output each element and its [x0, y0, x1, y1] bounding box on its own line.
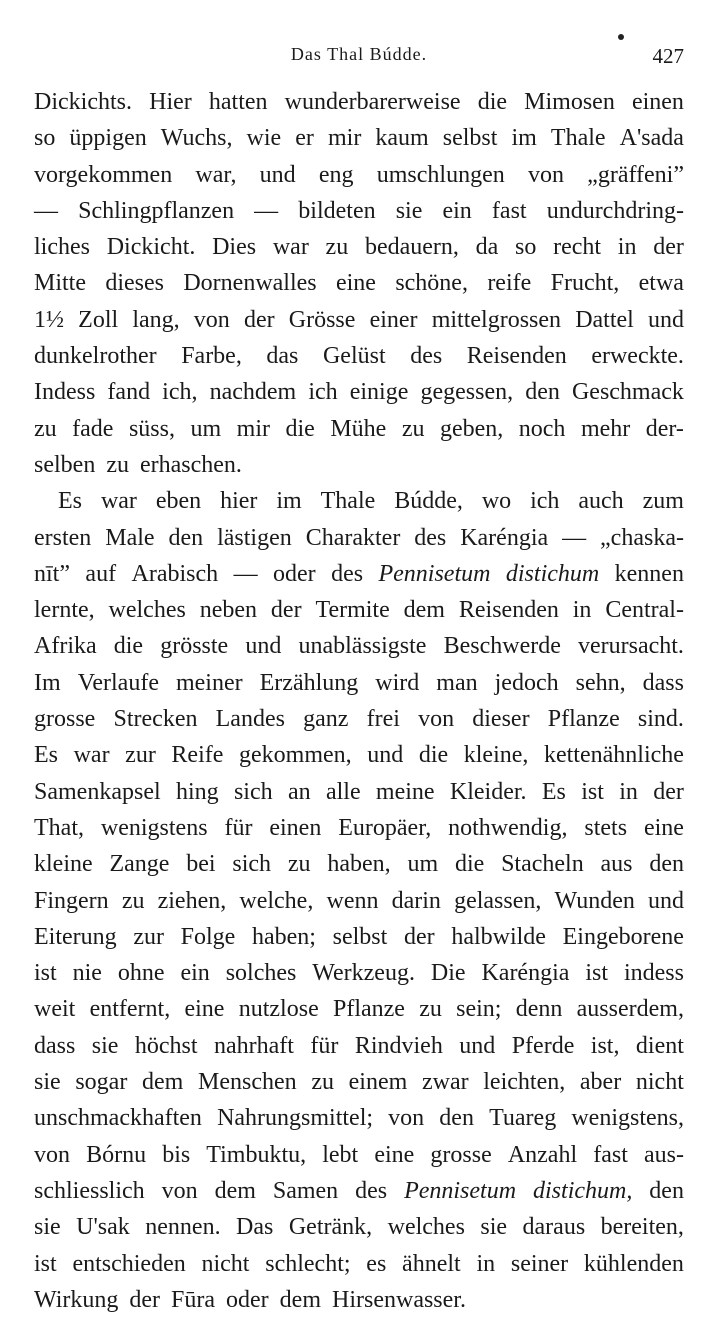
- text-line: Wirkung der Fūra oder dem Hirsenwasser.: [34, 1286, 466, 1313]
- text-line: so üppigen Wuchs, wie er mir kaum selbst im Thale A'sada: [34, 125, 684, 152]
- text-line: vorgekommen war, und eng umschlungen von „gräffeni”: [34, 161, 684, 188]
- text-line: 1½ Zoll lang, von der Grösse einer mittelgrossen Dattel und: [34, 306, 684, 333]
- text-line: Dickichts. Hier hatten wunderbarerweise die Mimosen einen: [34, 89, 684, 115]
- text-line: kleine Zange bei sich zu haben, um die Stacheln aus den: [34, 851, 684, 878]
- page-header: [34, 44, 684, 74]
- text-line: ist nie ohne ein solches Werkzeug. Die Karéngia ist indess: [34, 960, 684, 987]
- text-line: Samenkapsel hing sich an alle meine Kleider. Es ist in der: [34, 778, 684, 805]
- text-line: unschmackhaften Nahrungsmittel; von den Tuareg wenigstens,: [34, 1105, 684, 1132]
- text-line: nīt” auf Arabisch — oder des Pennisetum distichum kennen: [34, 560, 684, 587]
- text-line: selben zu erhaschen.: [34, 451, 242, 478]
- text-line: liches Dickicht. Dies war zu bedauern, da so recht in der: [34, 234, 684, 261]
- text-line: Es war zur Reife gekommen, und die kleine, kettenähnliche: [34, 742, 684, 769]
- text-line: ist entschieden nicht schlecht; es ähnelt in seiner kühlenden: [34, 1250, 684, 1277]
- text-line: Es war eben hier im Thale Búdde, wo ich auch zum: [58, 488, 684, 515]
- text-line: lernte, welches neben der Termite dem Reisenden in Central-: [34, 597, 684, 624]
- text-line: — Schlingpflanzen — bildeten sie ein fast undurchdring-: [34, 197, 684, 224]
- text-line: zu fade süss, um mir die Mühe zu geben, noch mehr der-: [34, 415, 684, 442]
- text-line: weit entfernt, eine nutzlose Pflanze zu sein; denn ausserdem,: [34, 996, 684, 1023]
- text-line: Eiterung zur Folge haben; selbst der halbwilde Eingeborene: [34, 923, 684, 950]
- text-line: sie sogar dem Menschen zu einem zwar leichten, aber nicht: [34, 1069, 684, 1096]
- body-text: [34, 84, 684, 1318]
- text-line: Mitte dieses Dornenwalles eine schöne, reife Frucht, etwa: [34, 270, 684, 297]
- text-line: grosse Strecken Landes ganz frei von dieser Pflanze sind.: [34, 706, 684, 733]
- text-line: Im Verlaufe meiner Erzählung wird man jedoch sehn, dass: [34, 669, 684, 696]
- text-line: schliesslich von dem Samen des Pennisetum distichum, den: [34, 1177, 684, 1204]
- text-line: sie U'sak nennen. Das Getränk, welches sie daraus bereiten,: [34, 1214, 684, 1241]
- text-line: dass sie höchst nahrhaft für Rindvieh und Pferde ist, dient: [34, 1032, 684, 1059]
- text-line: von Bórnu bis Timbuktu, lebt eine grosse Anzahl fast aus-: [34, 1141, 684, 1168]
- text-line: Indess fand ich, nachdem ich einige gegessen, den Geschmack: [34, 379, 684, 406]
- text-line: Fingern zu ziehen, welche, wenn darin gelassen, Wunden und: [34, 887, 684, 914]
- ink-speck: [618, 34, 624, 40]
- running-head: Das Thal Búdde.: [290, 44, 428, 64]
- text-line: That, wenigstens für einen Europäer, nothwendig, stets eine: [34, 814, 684, 841]
- text-line: ersten Male den lästigen Charakter des Karéngia — „chaska-: [34, 524, 684, 551]
- text-line: dunkelrother Farbe, das Gelüst des Reisenden erweckte.: [34, 343, 684, 370]
- text-line: Afrika die grösste und unablässigste Beschwerde verursacht.: [34, 633, 684, 660]
- page-number: 427: [652, 44, 684, 68]
